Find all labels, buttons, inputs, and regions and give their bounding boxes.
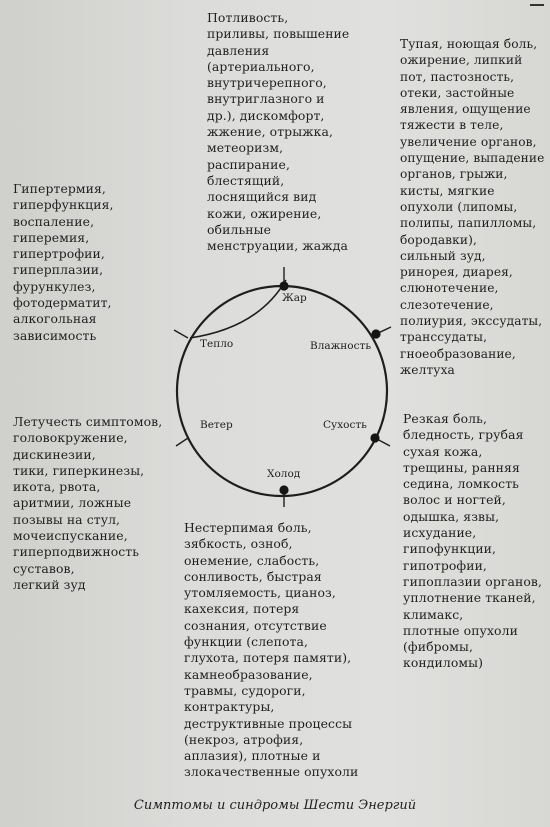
- symptom-line: алкогольная: [13, 311, 97, 327]
- symptom-line: жжение, отрыжка,: [207, 124, 334, 140]
- symptom-line: (артериального,: [207, 58, 315, 74]
- symptom-line: легкий зуд: [13, 576, 86, 592]
- node-label-vlazhnost: Влажность: [310, 340, 372, 352]
- symptom-line: пот, пастозность,: [400, 69, 515, 84]
- node-label-veter: Ветер: [200, 419, 233, 431]
- symptom-line: плотные опухоли: [403, 622, 518, 638]
- symptom-line: гиперплазии,: [13, 262, 104, 278]
- symptom-line: воспаление,: [13, 213, 95, 229]
- symptom-line: гиперемия,: [13, 229, 90, 245]
- symptom-line: ринорея, диарея,: [400, 265, 513, 280]
- symptom-line: бородавки),: [400, 232, 477, 247]
- symptom-line: суставов,: [13, 560, 75, 576]
- symptom-line: кисты, мягкие: [400, 183, 495, 198]
- symptom-line: (некроз, атрофия,: [184, 731, 304, 747]
- symptom-line: внутричерепного,: [207, 75, 327, 91]
- symptom-line: глухота, потеря памяти),: [184, 650, 352, 666]
- symptom-line: головокружение,: [13, 430, 128, 446]
- symptom-line: камнеобразование,: [184, 666, 313, 682]
- symptom-line: гипоплазии органов,: [403, 573, 543, 589]
- symptom-line: гипофункции,: [403, 541, 497, 557]
- symptom-line: транссудаты,: [400, 330, 488, 345]
- symptom-line: приливы, повышение: [207, 26, 350, 42]
- symptom-line: кондиломы): [403, 655, 484, 671]
- symptom-line: внутриглазного и: [207, 91, 325, 107]
- symptom-line: распирание,: [207, 156, 290, 172]
- symptom-line: слезотечение,: [400, 297, 494, 312]
- symptom-line: полипы, папилломы,: [400, 216, 537, 231]
- symptom-line: гноеобразование,: [400, 346, 516, 361]
- figure-caption: Симптомы и синдромы Шести Энергий: [133, 798, 417, 813]
- zhar-node-dot: [279, 281, 288, 290]
- symptom-line: Тупая, ноющая боль,: [400, 37, 538, 51]
- symptom-line: ожирение, липкий: [400, 53, 523, 68]
- symptom-line: дискинезии,: [13, 446, 96, 462]
- node-label-sukhost: Сухость: [323, 419, 367, 431]
- symptom-line: климакс,: [403, 606, 464, 622]
- symptom-line: онемение, слабость,: [184, 552, 320, 568]
- symptom-line: бледность, грубая: [403, 427, 524, 443]
- symptom-line: органов, грыжи,: [400, 167, 508, 182]
- symptom-line: трещины, ранняя: [403, 459, 520, 475]
- symptom-line: отеки, застойные: [400, 85, 515, 100]
- symptom-line: полиурия, экссудаты,: [400, 314, 543, 329]
- symptom-line: контрактуры,: [184, 699, 275, 715]
- symptom-line: аритмии, ложные: [13, 495, 132, 511]
- symptom-line: менструации, жажда: [207, 238, 348, 254]
- symptom-line: аплазия), плотные и: [184, 748, 321, 764]
- sukhost-node-dot: [370, 433, 379, 442]
- symptom-line: деструктивные процессы: [184, 715, 353, 731]
- teplo-zhar-arc: [190, 280, 286, 338]
- symptom-line: увеличение органов,: [400, 134, 537, 149]
- symptom-line: опухоли (липомы,: [400, 199, 518, 214]
- symptom-line: одышка, язвы,: [403, 508, 500, 524]
- symptom-line: кожи, ожирение,: [207, 205, 322, 221]
- symptom-line: др.), дискомфорт,: [207, 107, 325, 123]
- symptom-line: гиперфункция,: [13, 197, 114, 213]
- symptom-line: травмы, судороги,: [184, 682, 306, 698]
- symptom-line: фотодерматит,: [13, 295, 112, 311]
- teplo-tick: [174, 330, 188, 338]
- symptom-line: кахексия, потеря: [184, 601, 300, 617]
- vlazhnost-node-dot: [371, 329, 380, 338]
- symptom-line: явления, ощущение: [400, 102, 531, 117]
- symptom-line: уплотнение тканей,: [403, 590, 536, 606]
- symptom-line: (фибромы,: [403, 639, 473, 655]
- symptom-line: злокачественные опухоли: [184, 764, 359, 780]
- symptom-line: слюнотечение,: [400, 281, 499, 296]
- symptom-line: икота, рвота,: [13, 479, 101, 495]
- symptom-line: гипотрофии,: [403, 557, 487, 573]
- node-label-zhar: Жар: [282, 292, 307, 304]
- kholod-node-dot: [279, 485, 288, 494]
- symptom-line: зависимость: [13, 327, 97, 343]
- symptom-line: обильные: [207, 221, 272, 237]
- symptom-line: утомляемость, цианоз,: [184, 585, 336, 601]
- symptom-line: сонливость, быстрая: [184, 568, 322, 584]
- symptom-line: Потливость,: [207, 10, 289, 25]
- symptom-line: лоснящийся вид: [207, 189, 317, 205]
- symptom-line: мочеиспускание,: [13, 528, 128, 544]
- node-label-teplo: Тепло: [200, 338, 234, 350]
- symptom-line: сознания, отсутствие: [184, 617, 327, 633]
- symptom-line: сильный зуд,: [400, 248, 486, 263]
- symptom-line: гипертрофии,: [13, 246, 105, 262]
- symptom-line: метеоризм,: [207, 140, 284, 156]
- symptom-line: позывы на стул,: [13, 511, 121, 527]
- symptom-line: волос и ногтей,: [403, 492, 506, 508]
- energy-circle: [177, 286, 387, 496]
- node-label-kholod: Холод: [267, 468, 301, 480]
- veter-tick: [176, 438, 188, 446]
- symptom-line: исхудание,: [403, 525, 477, 541]
- symptom-line: гиперподвижность: [13, 544, 140, 560]
- symptom-line: функции (слепота,: [184, 634, 308, 650]
- symptom-line: Летучесть симптомов,: [13, 414, 163, 429]
- symptom-line: седина, ломкость: [403, 476, 519, 492]
- symptom-line: желтуха: [400, 362, 455, 377]
- symptom-line: тяжести в теле,: [400, 118, 504, 133]
- symptom-line: тики, гиперкинезы,: [13, 462, 145, 478]
- symptom-line: Гипертермия,: [13, 181, 106, 196]
- symptom-line: сухая кожа,: [403, 443, 483, 459]
- symptom-line: Нестерпимая боль,: [184, 520, 312, 535]
- symptom-line: блестящий,: [207, 172, 285, 188]
- symptom-line: опущение, выпадение: [400, 151, 545, 166]
- symptom-line: Резкая боль,: [403, 411, 487, 426]
- symptom-line: давления: [207, 42, 270, 58]
- symptom-line: зябкость, озноб,: [184, 536, 293, 552]
- symptom-line: фурункулез,: [13, 278, 96, 294]
